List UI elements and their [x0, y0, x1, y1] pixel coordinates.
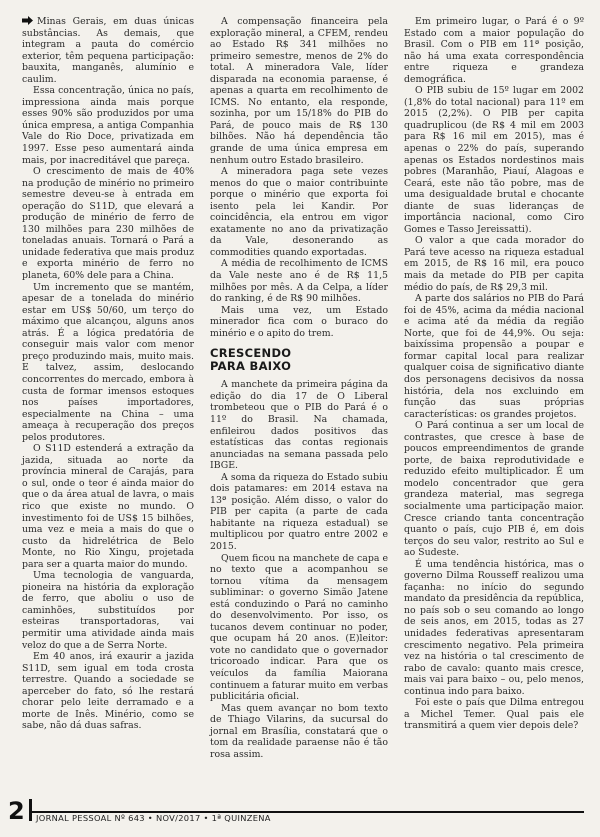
paragraph: Quem ficou na manchete de capa e no texto que a acompanhou se tornou vítima da mensagem subliminar: o governo Simão Jatene está conduzindo o Pará no caminho do desenvolvimento. Por isso, os tucanos devem continuar no poder, que ocupam há 20 anos. (E)leitor: vote no candidato que o governador tricoroado indicar. Para que os veículos da família Maiorana continuem a faturar muito em verbas publicitária oficial. [210, 552, 388, 703]
article-column-3 [404, 16, 584, 732]
paragraph: O PIB subiu de 15º lugar em 2002 (1,8% do total nacional) para 11º em 2015 (2,2%). O PIB per capita quadruplicou (de R$ 4 mil em 2003 para R$ 16 mil em 2015), mas é apenas o 22% do país, superando apenas os Estados nordestinos mais pobres (Maranhão, Piauí, Alagoas e Ceará, este não tão pobre, mas de uma desigualdade brutal e chocante diante de suas lideranças de importância nacional, como Ciro Gomes e Tasso Jereissatti). [404, 85, 584, 235]
subheading-line-1: CRESCENDO [210, 346, 292, 361]
paragraph: Mais uma vez, um Estado minerador fica com o buraco do minério e o apito do trem. [210, 304, 388, 339]
paragraph: Minas Gerais, em duas únicas substâncias. As demais, que integram a pauta do comércio exterior, têm pequena participação: bauxita, manganês, alumínio e caulim. [22, 16, 194, 85]
paragraph: Mas quem avançar no bom texto de Thiago Vilarins, da sucursal do jornal em Brasília, constatará que o tom da realidade paraense não é tão rosa assim. [210, 702, 388, 760]
paragraph: A compensação financeira pela exploração mineral, a CFEM, rendeu ao Estado R$ 341 milhões no primeiro semestre, menos de 2% do total. A mineradora Vale, líder disparada na economia paraense, é apenas a quarta em recolhimento de ICMS. No entanto, ela responde, sozinha, por um 15/18% do PIB do Pará, de pouco mais de R$ 130 bilhões. Não há dependência tão grande de uma única empresa em nenhum outro Estado brasileiro. [210, 16, 388, 166]
paragraph: Foi este o país que Dilma entregou a Michel Temer. Qual pais ele transmitirá a quem vier depois dele? [404, 697, 584, 732]
paragraph: O crescimento de mais de 40% na produção de minério no primeiro semestre deveu-se à entrada em operação do S11D, que elevará a produção de minério de ferro de 130 milhões para 230 milhões de toneladas anuais. Tornará o Pará a unidade federativa que mais produz e exporta minério de ferro no planeta, 60% dele para a China. [22, 166, 194, 282]
paragraph: Essa concentração, única no país, impressiona ainda mais porque esses 90% são produzidos por uma única empresa, a antiga Companhia Vale do Rio Doce, privatizada em 1997. Esse peso aumentará ainda mais, por inacreditável que pareça. [22, 85, 194, 166]
right-arrow-icon [22, 16, 33, 25]
section-subheading [210, 347, 388, 373]
subheading-line-2: PARA BAIXO [210, 359, 292, 374]
article-column-1 [22, 16, 194, 732]
paragraph: Em 40 anos, irá exaurir a jazida S11D, sem igual em toda crosta terrestre. Quando a sociedade se aperceber do fato, só lhe restará chorar pelo leite derramado e a morte de Inês. Minério, como se sabe, não dá duas safras. [22, 651, 194, 732]
page-footer [8, 796, 592, 826]
paragraph: Um incremento que se mantém, apesar de a tonelada do minério estar em US$ 50/60, um terço do máximo que alcançou, alguns anos atrás. É a lógica predatória de conseguir mais valor com menor preço produzindo mais, muito mais. E talvez, assim, deslocando concorrentes do mercado, embora à custa de formar imensos estoques nos países importadores, especialmente na China – uma ameaça à recuperação dos preços pelos produtores. [22, 281, 194, 443]
paragraph: É uma tendência histórica, mas o governo Dilma Rousseff realizou uma façanha: no início do segundo mandato da presidência da república, no país sob o seu comando ao longo de seis anos, em 2015, todas as 27 unidades federativas apresentaram crescimento negativo. Pela primeira vez na história o tal crescimento de rabo de cavalo: quanto mais cresce, mais vai para baixo – ou, pelo menos, continua indo para baixo. [404, 558, 584, 697]
paragraph: Em primeiro lugar, o Pará é o 9º Estado com a maior população do Brasil. Com o PIB em 11ª posição, não há uma exata correspondência entre riqueza e grandeza demográfica. [404, 16, 584, 85]
page-number: 2 [8, 797, 25, 825]
paragraph: A mineradora paga sete vezes menos do que o maior contribuinte porque o minério que exporta foi isento pela lei Kandir. Por coincidência, ela entrou em vigor exatamente no ano da privatização da Vale, desonerando as commodities quando exportadas. [210, 166, 388, 258]
article-column-2 [210, 16, 388, 760]
paragraph: A soma da riqueza do Estado subiu dois patamares: em 2014 estava na 13ª posição. Além disso, o valor do PIB per capita (a parte de cada habitante na riqueza estadual) se multiplicou por quatro entre 2002 e 2015. [210, 471, 388, 552]
paragraph: Uma tecnologia de vanguarda, pioneira na história da exploração de ferro, que aboliu o uso de caminhões, substituídos por esteiras transportadoras, vai permitir uma atividade ainda mais veloz do que a de Serra Norte. [22, 570, 194, 651]
paragraph: O S11D estenderá a extração da jazida, situada ao norte da província mineral de Carajás, para o sul, onde o teor é ainda maior do que o da área atual de lavra, o mais rico que existe no mundo. O investimento foi de US$ 15 bilhões, uma vez e meia a mais do que o custo da hidrelétrica de Belo Monte, no Rio Xingu, projetada para ser a quarta maior do mundo. [22, 443, 194, 570]
paragraph: O valor a que cada morador do Pará teve acesso na riqueza estadual em 2015, de R$ 16 mil, era pouco mais da metade do PIB per capita médio do país, de R$ 29,3 mil. [404, 235, 584, 293]
footer-divider [29, 799, 32, 821]
paragraph: O Pará continua a ser um local de contrastes, que cresce à base de poucos empreendimentos de grande porte, de baixa reprodutividade e reduzido efeito multiplicador. É um modelo concentrador que gera grandeza material, mas segrega socialmente uma participação maior. Cresce criando tanta concentração quanto o país, cujo PIB é, em dois terços do seu valor, restrito ao Sul e ao Sudeste. [404, 420, 584, 559]
footer-publication-info: JORNAL PESSOAL Nº 643 • NOV/2017 • 1ª QUINZENA [36, 813, 271, 823]
paragraph: A manchete da primeira página da edição do dia 17 de O Liberal trombeteou que o PIB do Pará é o 11º do Brasil. Na chamada, enfileirou dados positivos das estatísticas das contas regionais anunciadas na semana passada pelo IBGE. [210, 379, 388, 472]
paragraph: A parte dos salários no PIB do Pará foi de 45%, acima da média nacional e acima até da média da região Norte, que foi de 44,9%. Ou seja: baixíssima propensão a poupar e formar capital local para realizar qualquer coisa de significativo diante dos personagens decisivos da nossa história, dela nos excluindo em função das suas próprias características: os grandes projetos. [404, 293, 584, 420]
paragraph: A média de recolhimento de ICMS da Vale neste ano é de R$ 11,5 milhões por mês. A da Celpa, a líder do ranking, é de R$ 90 milhões. [210, 258, 388, 305]
